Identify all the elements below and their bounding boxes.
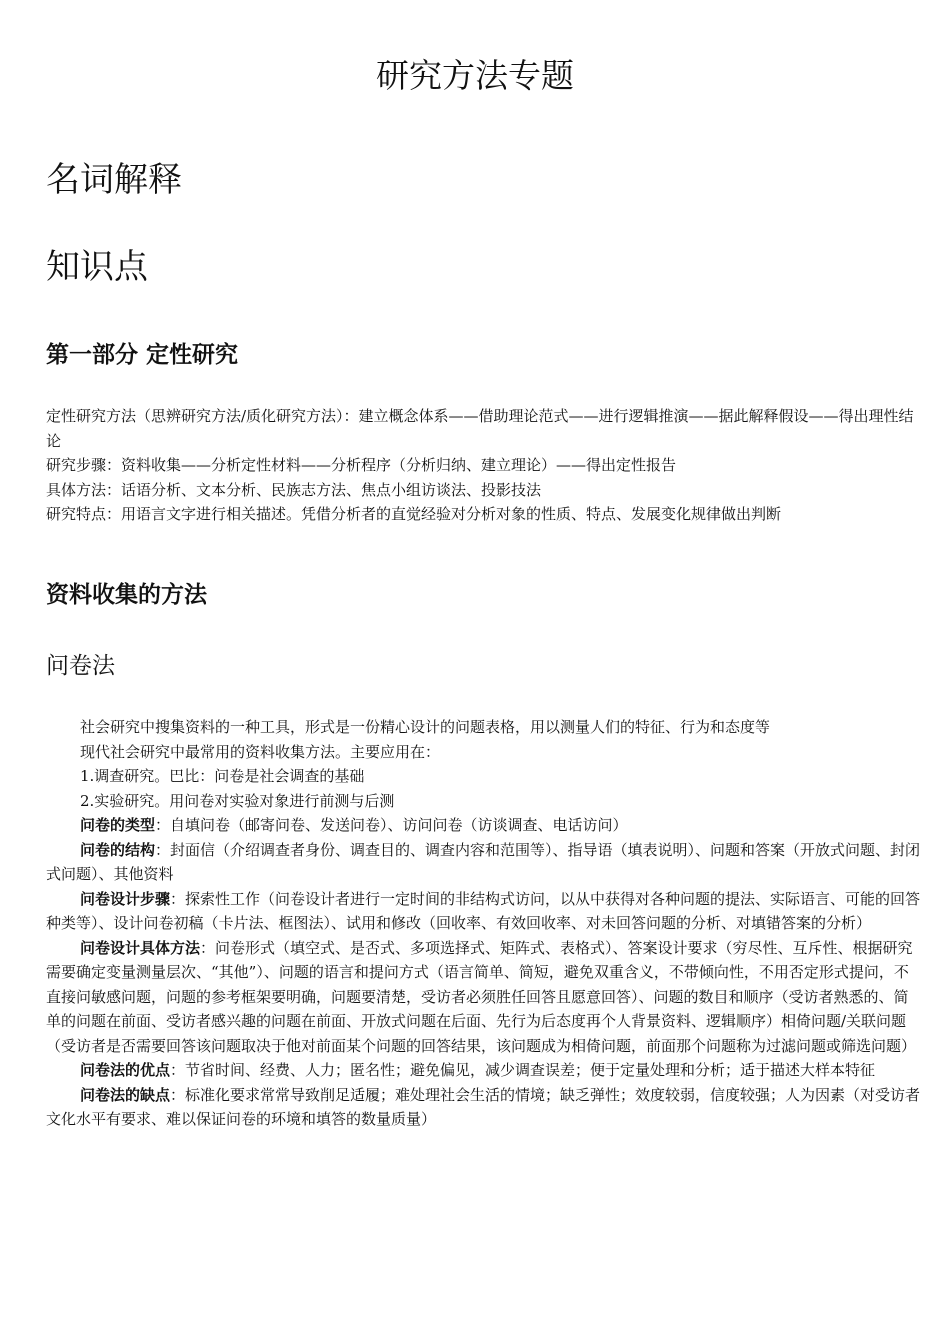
qualitative-methods: 具体方法：话语分析、文本分析、民族志方法、焦点小组访谈法、投影技法 [46,480,542,499]
item-text: ：自填问卷（邮寄问卷、发送问卷）、访问问卷（访谈调查、电话访问） [155,816,628,834]
questionnaire-section [46,715,922,1132]
questionnaire-types [46,813,922,838]
item-label: 问卷法的缺点 [80,1085,171,1104]
item-label: 问卷设计步骤 [80,889,171,908]
questionnaire-design-methods [46,936,922,1059]
questionnaire-application-2: 2.实验研究。用问卷对实验对象进行前测与后测 [80,791,395,810]
item-text: ：标准化要求常常导致削足适履；难处理社会生活的情境；缺乏弹性；效度较弱，信度较强；人为因素（对受访者文化水平有要求、难以保证问卷的环境和填答的数量质量） [46,1085,921,1128]
qualitative-steps: 研究步骤：资料收集——分析定性材料——分析程序（分析归纳、建立理论）——得出定性报告 [46,456,677,474]
item-label: 问卷设计具体方法 [80,938,201,957]
heading-data-collection: 资料收集的方法 [46,582,207,608]
qualitative-definition: 定性研究方法（思辨研究方法/质化研究方法）：建立概念体系——借助理论范式——进行逻辑推演——据此解释假设——得出理性结论 [46,407,914,450]
item-text: ：问卷形式（填空式、是否式、多项选择式、矩阵式、表格式）、答案设计要求（穷尽性、互斥性、根据研究需要确定变量测量层次、“其他”）、问题的语言和提问方式（语言简单、简短，避免双重含义，不带倾向性，不用否定形式提问，不直接问敏感问题，问题的参考框架要明确，问题要清楚，受访者必须胜任回答且愿意回答）、问题的数目和顺序（受访者熟悉的、简单的问题在前面、受访者感兴趣的问题在前面、开放式问题在后面、先行为后态度再个人背景资料、逻辑顺序）相倚问题/关联问题（受访者是否需要回答该问题取决于他对前面某个问题的回答结果，该问题成为相倚问题，前面那个问题称为过滤问题或筛选问题） [46,938,917,1055]
heading-glossary: 名词解释 [46,160,182,200]
item-label: 问卷的结构 [80,840,156,859]
questionnaire-disadvantages [46,1083,922,1132]
heading-questionnaire: 问卷法 [46,653,115,679]
heading-part1-qualitative: 第一部分 定性研究 [46,342,239,368]
item-text: ：探索性工作（问卷设计者进行一定时间的非结构式访问，以从中获得对各种问题的提法、实际语言、可能的回答种类等）、设计问卷初稿（卡片法、框图法）、试用和修改（回收率、有效回收率、对未回答问题的分析、对填错答案的分析） [46,889,921,932]
questionnaire-advantages [46,1058,922,1083]
item-text: ：封面信（介绍调查者身份、调查目的、调查内容和范围等）、指导语（填表说明）、问题和答案（开放式问题、封闭式问题）、其他资料 [46,840,921,883]
item-label: 问卷法的优点 [80,1061,171,1079]
qualitative-features: 研究特点：用语言文字进行相关描述。凭借分析者的直觉经验对分析对象的性质、特点、发展变化规律做出判断 [46,505,782,523]
document-title: 研究方法专题 [376,56,574,95]
heading-knowledge: 知识点 [46,247,148,287]
item-text: ：节省时间、经费、人力；匿名性；避免偏见，减少调查误差；便于定量处理和分析；适于描述大样本特征 [170,1061,876,1079]
questionnaire-structure [46,838,922,887]
qualitative-section [46,404,922,527]
item-label: 问卷的类型 [80,816,156,834]
questionnaire-intro-2: 现代社会研究中最常用的资料收集方法。主要应用在： [80,742,441,761]
questionnaire-application-1: 1.调查研究。巴比：问卷是社会调查的基础 [80,767,365,785]
questionnaire-intro-1: 社会研究中搜集资料的一种工具，形式是一份精心设计的问题表格，用以测量人们的特征、行为和态度等 [80,718,771,736]
questionnaire-design-steps [46,887,922,936]
